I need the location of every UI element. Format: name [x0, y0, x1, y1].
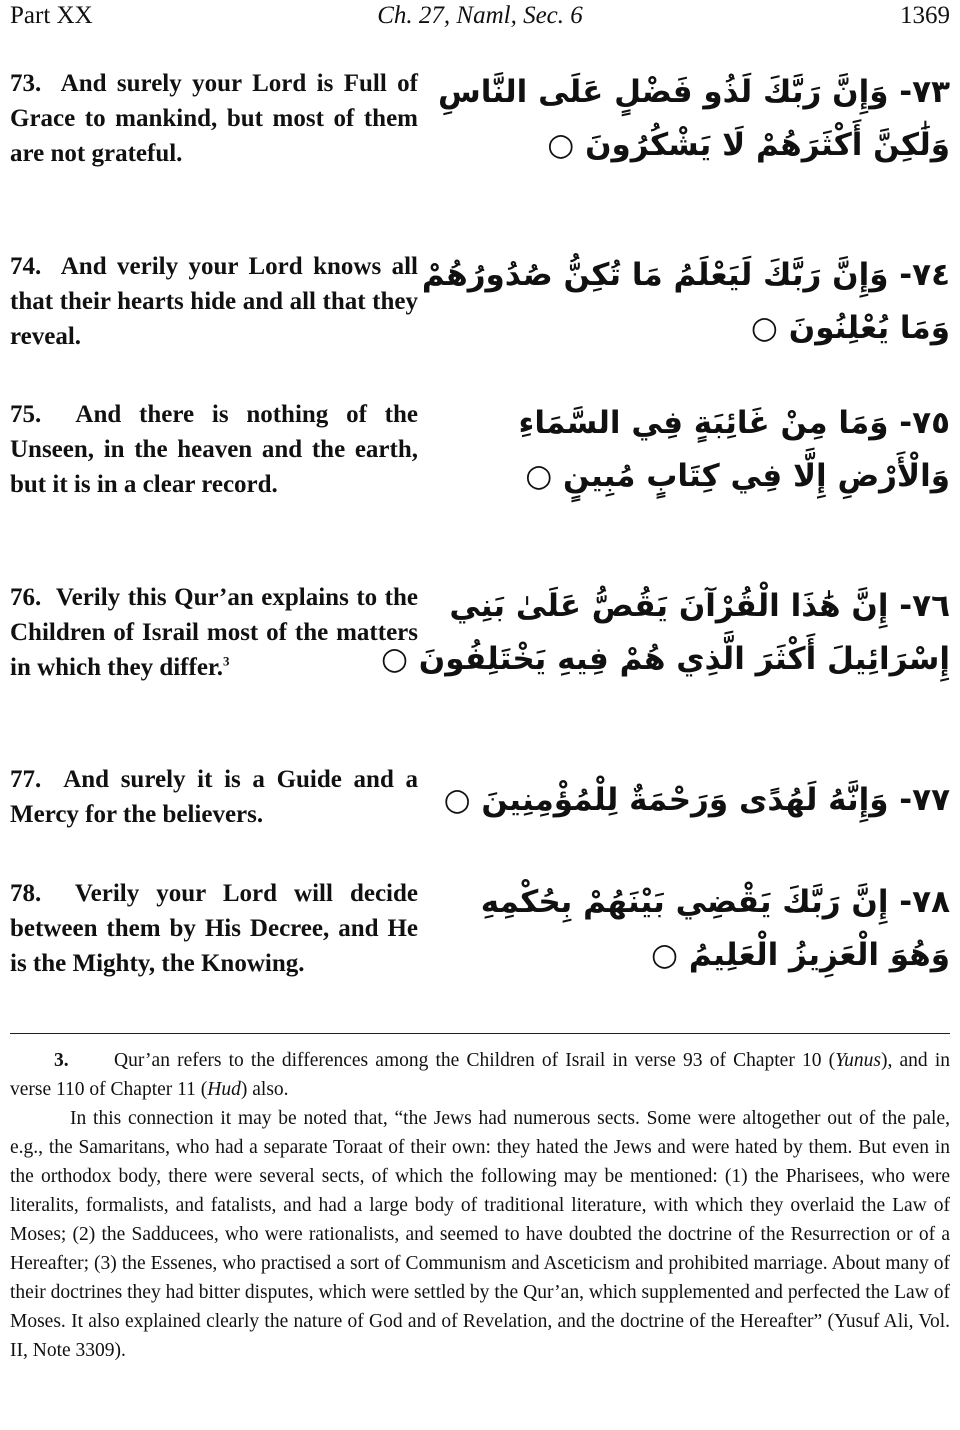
verse-text: And surely it is a Guide and a Mercy for the believers.: [10, 766, 418, 828]
arabic-line: وَلَٰكِنَّ أَكْثَرَهُمْ لَا يَشْكُرُونَ ○: [547, 127, 950, 163]
verse-arabic: [437, 66, 950, 172]
page-number: 1369: [900, 2, 950, 29]
arabic-line: ٧٣- وَإِنَّ رَبَّكَ لَذُو فَضْلٍ عَلَى النَّاسِ: [437, 74, 950, 110]
verse-number: 73.: [10, 70, 42, 97]
verse-translation: [10, 876, 418, 981]
verse-translation: [10, 762, 418, 832]
footnote-text-italic: Yunus: [835, 1050, 882, 1071]
verse-text: And verily your Lord knows all that their hearts hide and all that they reveal.: [10, 253, 419, 350]
footnote-text: Qur’an refers to the differences among the Children of Israil in verse 93 of Chapter 10 (: [114, 1050, 836, 1071]
verse-translation: [10, 249, 418, 354]
arabic-line: إِسْرَائِيلَ أَكْثَرَ الَّذِي هُمْ فِيهِ يَخْتَلِفُونَ ○: [380, 641, 950, 677]
arabic-line: ٧٦- إِنَّ هَٰذَا الْقُرْآنَ يَقُصُّ عَلَىٰ بَنِي: [449, 588, 950, 624]
part-label: Part XX: [10, 2, 93, 29]
verse-arabic: [421, 249, 950, 355]
verse-text: And there is nothing of the Unseen, in the heaven and the earth, but it is in a clear record.: [10, 401, 418, 498]
verse-arabic: [380, 580, 950, 686]
verse-text: Verily your Lord will decide between them by His Decree, and He is the Mighty, the Knowing.: [10, 880, 418, 977]
arabic-line: ٧٧- وَإِنَّهُ لَهُدًى وَرَحْمَةٌ لِلْمُؤْمِنِينَ ○: [443, 782, 950, 818]
arabic-line: وَالْأَرْضِ إِلَّا فِي كِتَابٍ مُبِينٍ ○: [525, 458, 950, 494]
chapter-title: Ch. 27, Naml, Sec. 6: [377, 2, 583, 29]
footnote-reference[interactable]: 3: [222, 653, 230, 669]
verse-arabic: [518, 397, 950, 503]
arabic-line: ٧٨- إِنَّ رَبَّكَ يَقْضِي بَيْنَهُمْ بِحُكْمِهِ: [480, 884, 950, 920]
arabic-line: وَهُوَ الْعَزِيزُ الْعَلِيمُ ○: [651, 937, 950, 973]
footnote-divider: [10, 1033, 950, 1034]
footnote-paragraph: In this connection it may be noted that, “the Jews had numerous sects. Some were altogether out of the pale, e.g., the Samaritans, who had a separate Toraat of their own: they hated the Jews and were hated by them. But even in the orthodox body, there were several sects, of which the following may be mentioned: (1) the Pharisees, who were literalits, formalists, and fatalists, and had a large body of traditional literature, with which they overlaid the Law of Moses; (2) the Sadducees, who were rationalists, and seemed to have doubted the doctrine of the Resurrection or of a Hereafter; (3) the Essenes, who practised a sort of Communism and Asceticism and prohibited marriage. About many of their doctrines they had bitter disputes, which were settled by the Qur’an, which supplemented and perfected the Law of Moses. It also explained clearly the nature of God and of Revelation, and the doctrine of the Hereafter” (Yusuf Ali, Vol. II, Note 3309).: [10, 1108, 950, 1361]
footnote-text: ) also.: [240, 1079, 289, 1100]
running-header: [10, 2, 950, 38]
footnote-text-italic: Hud: [207, 1079, 241, 1100]
verse-number: 74.: [10, 253, 42, 280]
footnote-3: [10, 1046, 950, 1104]
verse-arabic: [480, 876, 950, 982]
arabic-line: وَمَا يُعْلِنُونَ ○: [750, 310, 950, 346]
footnote-text: ), and in verse 110 of Chapter 11 (: [10, 1050, 950, 1100]
footnote-number: 3.: [54, 1050, 69, 1071]
verse-number: 75.: [10, 401, 42, 428]
verse-translation: [10, 66, 418, 171]
verse-number: 78.: [10, 880, 42, 907]
verse-arabic: [443, 774, 950, 827]
verse-translation: [10, 397, 418, 502]
verse-number: 77.: [10, 766, 42, 793]
verse-text: Verily this Qur’an explains to the Children of Israil most of the matters in which they differ.: [10, 584, 418, 681]
footnotes: [10, 1046, 950, 1365]
arabic-line: ٧٥- وَمَا مِنْ غَائِبَةٍ فِي السَّمَاءِ: [518, 405, 950, 441]
arabic-line: ٧٤- وَإِنَّ رَبَّكَ لَيَعْلَمُ مَا تُكِنُّ صُدُورُهُمْ: [421, 257, 950, 293]
verse-translation: [10, 580, 418, 685]
verse-number: 76.: [10, 584, 42, 611]
verse-text: And surely your Lord is Full of Grace to mankind, but most of them are not grateful.: [10, 70, 418, 167]
